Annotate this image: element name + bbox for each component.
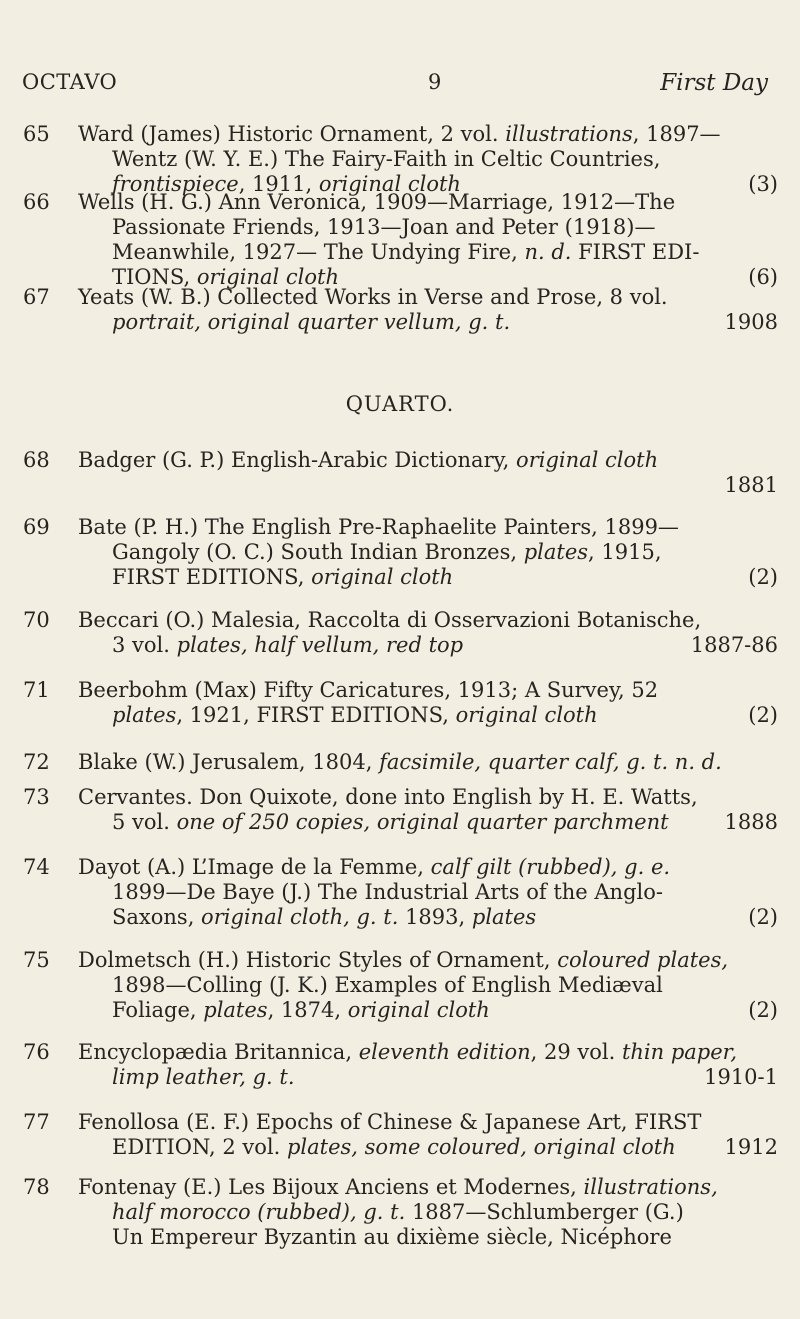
lot-line-text — [112, 973, 663, 998]
lot-number: 71 — [23, 678, 50, 702]
roman-segment: Fontenay (E.) Les Bijoux Anciens et Modernes, — [78, 1175, 584, 1199]
lot-number: 78 — [23, 1175, 50, 1199]
italic-segment: plates, some coloured, original cloth — [286, 1135, 676, 1159]
lot-line — [78, 1110, 778, 1135]
roman-segment: Encyclopædia Britannica, — [78, 1040, 359, 1064]
lot-description — [78, 1175, 778, 1250]
lot-line — [78, 215, 778, 240]
roman-segment: , 1874, — [267, 998, 348, 1022]
lot-line — [78, 973, 778, 998]
lot-line-text — [112, 1135, 676, 1160]
lot-line — [78, 565, 778, 590]
italic-segment: eleventh edition — [358, 1040, 531, 1064]
page-header — [22, 70, 778, 100]
lot-line-text — [78, 448, 658, 473]
lot-number: 69 — [23, 515, 50, 539]
lot-line-text — [112, 633, 463, 658]
italic-segment: illustrations — [505, 122, 633, 146]
lot-line-text — [112, 147, 660, 172]
italic-segment: facsimile, quarter calf, g. t. n. d. — [379, 750, 722, 774]
lot-line — [78, 1200, 778, 1225]
format-heading: OCTAVO — [22, 70, 118, 94]
lot-line — [78, 285, 778, 310]
lot-description — [78, 448, 778, 498]
italic-segment: frontispiece — [112, 172, 239, 196]
lot-line-text — [78, 855, 670, 880]
lot-line-text — [112, 880, 663, 905]
roman-segment: Gangoly (O. C.) South Indian Bronzes, — [112, 540, 524, 564]
lot-description — [78, 948, 778, 1023]
roman-segment: EDITION, 2 vol. — [112, 1135, 287, 1159]
lot-line — [78, 515, 778, 540]
lot-line-text — [112, 905, 536, 930]
lot-line-text — [112, 1225, 672, 1250]
italic-segment: plates — [523, 540, 589, 564]
lot-number: 75 — [23, 948, 50, 972]
lot-line-text — [78, 515, 679, 540]
lot-line-text — [78, 1110, 701, 1135]
italic-segment: plates — [203, 998, 268, 1022]
roman-segment: Bate (P. H.) The English Pre-Raphaelite Painters, 1899— — [78, 515, 679, 539]
roman-segment: Un Empereur Byzantin au dixième siècle, Nicéphore — [112, 1225, 672, 1249]
lot-line-text — [112, 240, 699, 265]
lot-line — [78, 540, 778, 565]
roman-segment: 1899—De Baye (J.) The Industrial Arts of the Anglo- — [112, 880, 663, 904]
sale-day-heading: First Day — [660, 70, 768, 96]
roman-segment: Yeats (W. B.) Collected Works in Verse and Prose, 8 vol. — [78, 285, 668, 309]
lot-line — [78, 1135, 778, 1160]
italic-segment: original cloth — [347, 998, 490, 1022]
roman-segment: Fenollosa (E. F.) Epochs of Chinese & Japanese Art, FIRST — [78, 1110, 702, 1134]
lot-number: 70 — [23, 608, 50, 632]
lot-number: 77 — [23, 1110, 50, 1134]
italic-segment: original cloth — [455, 703, 598, 727]
roman-segment: , 29 vol. — [530, 1040, 622, 1064]
lot-date-or-count: (2) — [748, 703, 778, 727]
lot-date-or-count: 1910-1 — [704, 1065, 778, 1089]
roman-segment: Cervantes. Don Quixote, done into English by H. E. Watts, — [78, 785, 698, 809]
lot-line — [78, 880, 778, 905]
roman-segment: Badger (G. P.) English-Arabic Dictionary, — [78, 448, 517, 472]
lot-line — [78, 1175, 778, 1200]
lot-number: 67 — [23, 285, 50, 309]
lot-description — [78, 855, 778, 930]
lot-description — [78, 190, 778, 290]
lot-number: 68 — [23, 448, 50, 472]
lot-line — [78, 147, 778, 172]
lot-line-text — [112, 565, 453, 590]
lot-date-or-count: (6) — [748, 265, 778, 289]
roman-segment: Dolmetsch (H.) Historic Styles of Ornament, — [78, 948, 558, 972]
roman-segment: Wells (H. G.) Ann Veronica, 1909—Marriage, 1912—The — [78, 190, 676, 214]
lot-line-text — [78, 122, 721, 147]
lot-date-or-count: 1908 — [724, 310, 778, 334]
roman-segment: 1898—Colling (J. K.) Examples of English Mediæval — [112, 973, 663, 997]
lot-line — [78, 785, 778, 810]
section-heading: QUARTO. — [345, 392, 455, 416]
italic-segment: original cloth — [516, 448, 659, 472]
page-number: 9 — [428, 70, 442, 94]
lot-line — [78, 678, 778, 703]
lot-description — [78, 122, 778, 197]
lot-date-or-count: (2) — [748, 905, 778, 929]
lot-line-text — [78, 285, 668, 310]
lot-number: 76 — [23, 1040, 50, 1064]
lot-line — [78, 122, 778, 147]
lot-date-or-count: 1887-86 — [690, 633, 778, 657]
lot-line-text — [78, 1040, 737, 1065]
roman-segment: Blake (W.) Jerusalem, 1804, — [78, 750, 380, 774]
roman-segment: , 1921, FIRST EDITIONS, — [176, 703, 456, 727]
lot-number: 74 — [23, 855, 50, 879]
roman-segment: Dayot (A.) L’Image de la Femme, — [78, 855, 431, 879]
lot-line-text — [112, 998, 490, 1023]
roman-segment: 1893, — [398, 905, 472, 929]
roman-segment: , 1897— — [632, 122, 721, 146]
roman-segment: Saxons, — [112, 905, 202, 929]
lot-line-text — [112, 703, 598, 728]
lot-date-or-count: (3) — [748, 172, 778, 196]
lot-line — [78, 703, 778, 728]
italic-segment: original cloth, g. t. — [201, 905, 399, 929]
lot-line-text — [78, 190, 675, 215]
lot-line-text — [78, 678, 658, 703]
lot-number: 73 — [23, 785, 50, 809]
italic-segment: plates, half vellum, red top — [176, 633, 464, 657]
italic-segment: n. d. — [524, 240, 572, 264]
lot-number: 66 — [23, 190, 50, 214]
lot-date-or-count: (2) — [748, 565, 778, 589]
lot-line-text — [78, 608, 701, 633]
italic-segment: portrait, original quarter vellum, g. t. — [112, 310, 511, 334]
italic-segment: illustrations, — [583, 1175, 718, 1199]
roman-segment: 5 vol. — [112, 810, 177, 834]
lot-line — [78, 1225, 778, 1250]
lot-description — [78, 750, 778, 775]
lot-number: 72 — [23, 750, 50, 774]
lot-line — [78, 633, 778, 658]
lot-description — [78, 785, 778, 835]
lot-line-text — [78, 1175, 718, 1200]
lot-date-or-count: 1912 — [724, 1135, 778, 1159]
lot-line — [78, 1065, 778, 1090]
roman-segment: Foliage, — [112, 998, 204, 1022]
roman-segment: Wentz (W. Y. E.) The Fairy-Faith in Celtic Countries, — [112, 147, 661, 171]
lot-date-or-count: 1888 — [724, 810, 778, 834]
lot-description — [78, 1110, 778, 1160]
italic-segment: coloured plates, — [557, 948, 729, 972]
lot-line — [78, 608, 778, 633]
lot-line-text — [78, 948, 728, 973]
lot-line — [78, 240, 778, 265]
italic-segment: calf gilt (rubbed), g. e. — [430, 855, 671, 879]
lot-description — [78, 285, 778, 335]
lot-line-text — [112, 810, 669, 835]
lot-description — [78, 515, 778, 590]
roman-segment: , 1915, — [588, 540, 662, 564]
roman-segment: 3 vol. — [112, 633, 177, 657]
lot-line-text — [78, 785, 698, 810]
lot-line-text — [112, 310, 510, 335]
lot-line — [78, 948, 778, 973]
lot-line-text — [78, 750, 722, 775]
lot-date-or-count: (2) — [748, 998, 778, 1022]
lot-line-text — [112, 215, 655, 240]
italic-segment: half morocco (rubbed), g. t. — [112, 1200, 406, 1224]
lot-line — [78, 310, 778, 335]
roman-segment: Meanwhile, 1927— The Undying Fire, — [112, 240, 525, 264]
italic-segment: limp leather, g. t. — [112, 1065, 295, 1089]
lot-description — [78, 678, 778, 728]
lot-line — [78, 855, 778, 880]
roman-segment: , 1911, — [238, 172, 319, 196]
lot-line — [78, 448, 778, 473]
italic-segment: original cloth — [318, 172, 461, 196]
italic-segment: original cloth — [311, 565, 454, 589]
roman-segment: FIRST EDITIONS, — [112, 565, 312, 589]
roman-segment: Beccari (O.) Malesia, Raccolta di Osservazioni Botanische, — [78, 608, 702, 632]
roman-segment: 1887—Schlumberger (G.) — [405, 1200, 684, 1224]
lot-date-or-count: 1881 — [724, 473, 778, 497]
lot-line — [78, 998, 778, 1023]
lot-line — [78, 750, 778, 775]
roman-segment: TIONS, — [112, 265, 197, 289]
lot-line — [78, 190, 778, 215]
roman-segment: Passionate Friends, 1913—Joan and Peter (1918)— — [112, 215, 656, 239]
lot-description — [78, 1040, 778, 1090]
lot-line — [78, 1040, 778, 1065]
italic-segment: plates — [112, 703, 177, 727]
lot-line — [78, 905, 778, 930]
lot-line — [78, 473, 778, 498]
italic-segment: plates — [471, 905, 537, 929]
roman-segment: Ward (James) Historic Ornament, 2 vol. — [78, 122, 506, 146]
lot-line-text — [112, 1065, 295, 1090]
lot-line-text — [112, 540, 662, 565]
lot-line-text — [112, 1200, 684, 1225]
italic-segment: thin paper, — [621, 1040, 738, 1064]
lot-number: 65 — [23, 122, 50, 146]
roman-segment: FIRST EDI- — [571, 240, 700, 264]
italic-segment: one of 250 copies, original quarter parchment — [176, 810, 669, 834]
italic-segment: original cloth — [196, 265, 339, 289]
lot-description — [78, 608, 778, 658]
lot-line — [78, 810, 778, 835]
roman-segment: Beerbohm (Max) Fifty Caricatures, 1913; A Survey, 52 — [78, 678, 659, 702]
